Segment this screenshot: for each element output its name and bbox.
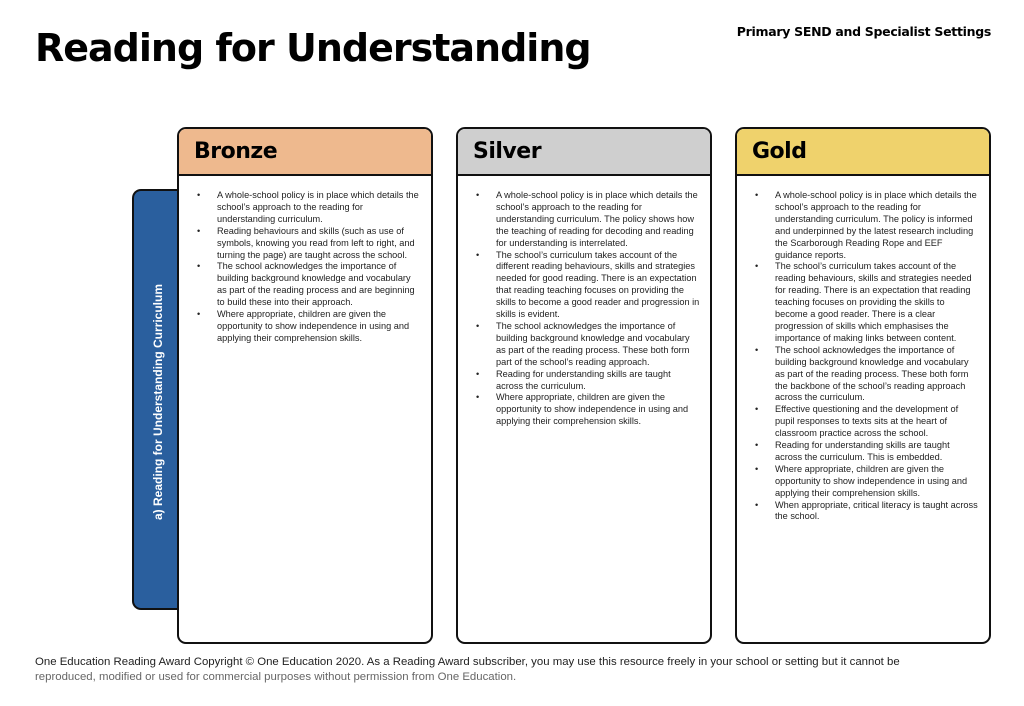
list-item: • Where appropriate, children are given the opportunity to show independence in using and applying their comprehension skills. — [775, 464, 979, 500]
tier-title-silver: Silver — [473, 139, 542, 164]
page-subtitle: Primary SEND and Specialist Settings — [736, 24, 991, 39]
side-tab-label: a) Reading for Understanding Curriculum — [151, 283, 165, 521]
list-item: • Where appropriate, children are given the opportunity to show independence in using and applying their comprehension skills. — [496, 392, 700, 428]
tier-card-silver — [456, 127, 712, 644]
list-item: • Where appropriate, children are given the opportunity to show independence in using and applying their comprehension skills. — [217, 309, 421, 345]
footer-copyright — [35, 655, 995, 685]
list-item: • The school’s curriculum takes account of the different reading behaviours, skills and strategies needed for good reading. There is an expectation that reading teaching focuses on providing the skills to become a good reader and progression in skills is evident. — [496, 250, 700, 321]
tier-header-gold — [737, 129, 989, 176]
tier-title-gold: Gold — [752, 139, 807, 164]
tier-card-gold — [735, 127, 991, 644]
tier-title-bronze: Bronze — [194, 139, 278, 164]
list-item: • A whole-school policy is in place which details the school’s approach to the reading for understanding curriculum. The policy is informed and underpinned by the latest research including the Scarborough Reading Rope and EEF guidance reports. — [775, 190, 979, 261]
list-item: • Reading behaviours and skills (such as use of symbols, knowing you read from left to right, and turning the page) are taught across the school. — [217, 226, 421, 262]
tier-list-gold — [737, 176, 989, 523]
tier-header-silver — [458, 129, 710, 176]
tier-header-bronze — [179, 129, 431, 176]
tier-card-bronze — [177, 127, 433, 644]
list-item: • Effective questioning and the development of pupil responses to texts sits at the heart of classroom practice across the school. — [775, 404, 979, 440]
list-item: • A whole-school policy is in place which details the school’s approach to the reading for understanding curriculum. — [217, 190, 421, 226]
list-item: • The school’s curriculum takes account of the reading behaviours, skills and strategies needed for reading. There is an expectation that reading teaching focuses on providing the skills to become a good reader. There is a clear progression of skills which emphasises the importance of making links between content. — [775, 261, 979, 344]
list-item: • The school acknowledges the importance of building background knowledge and vocabulary as part of the reading process and are beginning to build these into their approach. — [217, 261, 421, 309]
side-tab — [132, 189, 180, 610]
list-item: • Reading for understanding skills are taught across the curriculum. — [496, 369, 700, 393]
footer-line-2: reproduced, modified or used for commercial purposes without permission from One Education. — [35, 671, 517, 683]
tier-list-silver — [458, 176, 710, 428]
list-item: • A whole-school policy is in place which details the school’s approach to the reading for understanding curriculum. The policy shows how the teaching of reading for decoding and reading for understanding is interrelated. — [496, 190, 700, 250]
tier-list-bronze — [179, 176, 431, 345]
page-title: Reading for Understanding — [35, 26, 591, 70]
list-item: • Reading for understanding skills are taught across the curriculum. This is embedded. — [775, 440, 979, 464]
footer-line-1: One Education Reading Award Copyright © One Education 2020. As a Reading Award subscriber, you may use this resource freely in your school or setting but it cannot be — [35, 656, 900, 668]
list-item: • The school acknowledges the importance of building background knowledge and vocabulary as part of the reading process. These both form part of the school’s reading approach. — [496, 321, 700, 369]
list-item: • The school acknowledges the importance of building background knowledge and vocabulary as part of the reading process. These both form the backbone of the school’s reading approach across the curriculum. — [775, 345, 979, 405]
list-item: • When appropriate, critical literacy is taught across the school. — [775, 500, 979, 524]
